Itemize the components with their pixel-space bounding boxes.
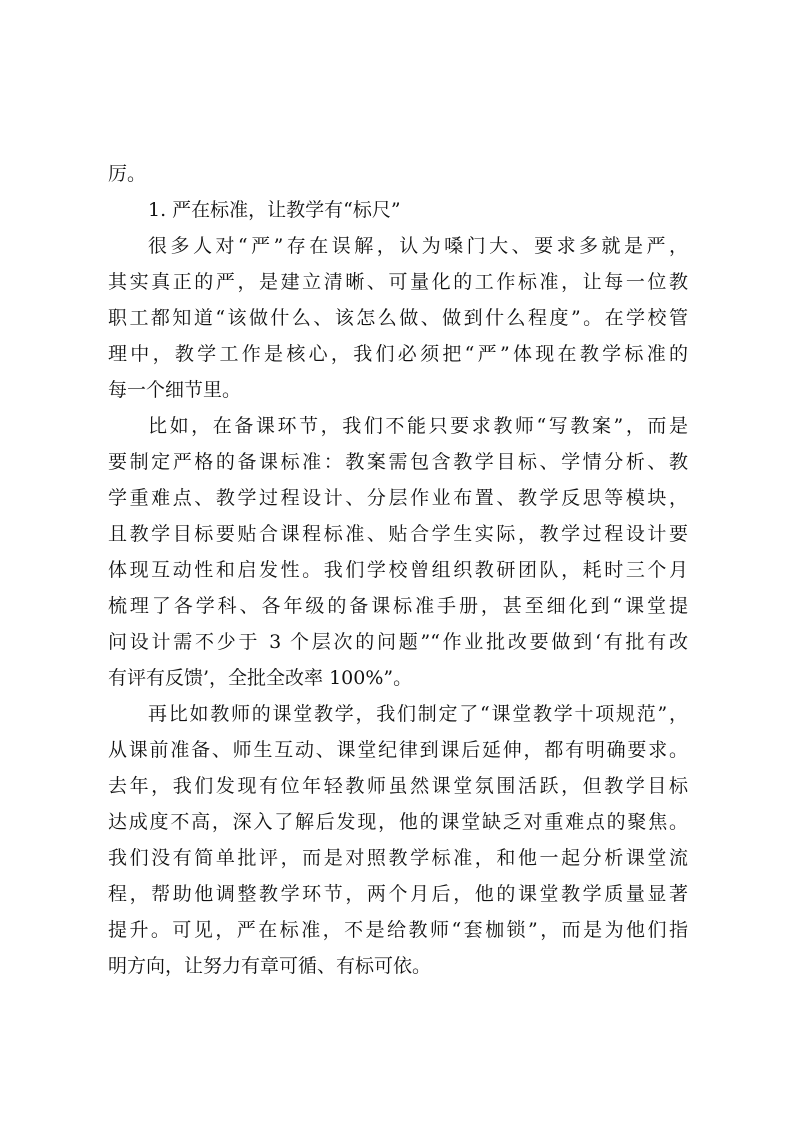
paragraph-line: 每一个细节里。	[108, 379, 242, 401]
paragraph-line: 去年，我们发现有位年轻教师虽然课堂氛围活跃，但教学目标	[108, 775, 688, 797]
section-heading: 1. 严在标准，让教学有“标尺”	[148, 199, 401, 221]
paragraph-line: 再比如教师的课堂教学，我们制定了“课堂教学十项规范”，	[148, 703, 688, 725]
paragraph-line: 我们没有简单批评，而是对照教学标准，和他一起分析课堂流	[108, 847, 688, 869]
body-text	[108, 156, 688, 984]
paragraph-line: 理中，教学工作是核心，我们必须把“严”体现在教学标准的	[108, 343, 688, 365]
paragraph-line: 且教学目标要贴合课程标准、贴合学生实际，教学过程设计要	[108, 523, 688, 545]
paragraph-line: 达成度不高，深入了解后发现，他的课堂缺乏对重难点的聚焦。	[108, 811, 688, 833]
paragraph-line: 职工都知道“该做什么、该怎么做、做到什么程度”。在学校管	[108, 307, 688, 329]
paragraph-line: 问设计需不少于 3 个层次的问题”“作业批改要做到‘有批有改	[108, 631, 688, 653]
paragraph-line: 明方向，让努力有章可循、有标可依。	[108, 955, 432, 977]
paragraph-line: 体现互动性和启发性。我们学校曾组织教研团队，耗时三个月	[108, 559, 688, 581]
paragraph-line: 提升。可见，严在标准，不是给教师“套枷锁”，而是为他们指	[108, 919, 688, 941]
paragraph-line: 要制定严格的备课标准：教案需包含教学目标、学情分析、教	[108, 451, 688, 473]
paragraph-line: 学重难点、教学过程设计、分层作业布置、教学反思等模块，	[108, 487, 688, 509]
paragraph-line: 很多人对“严”存在误解，认为嗓门大、要求多就是严，	[148, 235, 688, 257]
paragraph-line: 其实真正的严，是建立清晰、可量化的工作标准，让每一位教	[108, 271, 688, 293]
paragraph-line: 有评有反馈’，全批全改率 100%”。	[108, 667, 413, 689]
paragraph-line: 程，帮助他调整教学环节，两个月后，他的课堂教学质量显著	[108, 883, 688, 905]
paragraph-line: 梳理了各学科、各年级的备课标准手册，甚至细化到“课堂提	[108, 595, 688, 617]
paragraph-line: 厉。	[108, 163, 147, 185]
paragraph-line: 比如，在备课环节，我们不能只要求教师“写教案”，而是	[148, 415, 688, 437]
paragraph-line: 从课前准备、师生互动、课堂纪律到课后延伸，都有明确要求。	[108, 739, 688, 761]
